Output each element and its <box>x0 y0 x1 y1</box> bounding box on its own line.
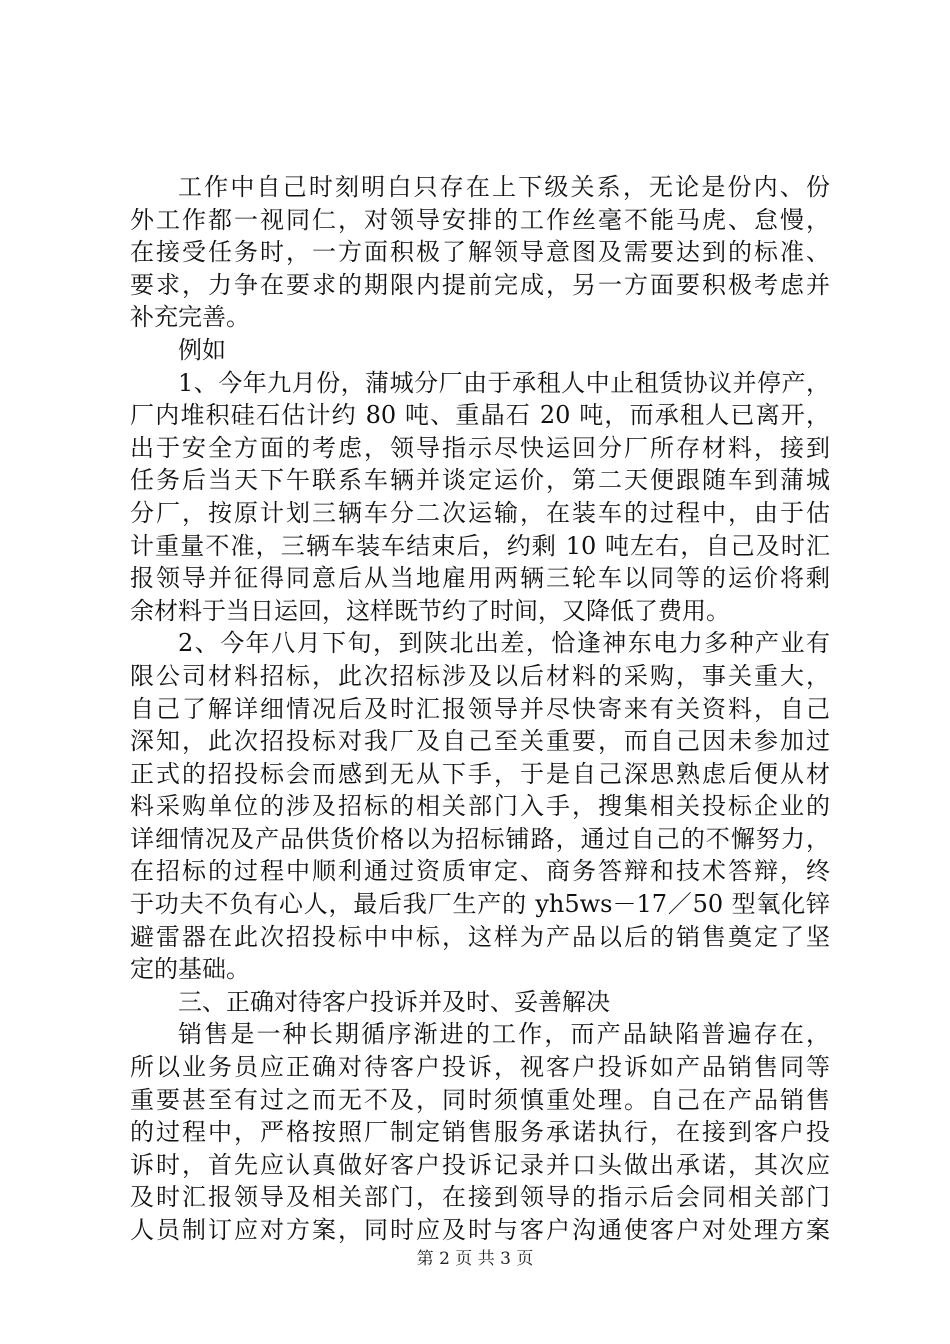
page-footer: 第 2 页 共 3 页 <box>416 1249 534 1269</box>
text-line: 工作中自己时刻明白只存在上下级关系，无论是份内、份 <box>178 173 830 201</box>
text-line: 限公司材料招标，此次招标涉及以后材料的采购，事关重大， <box>130 661 830 690</box>
text-line: 料采购单位的涉及招标的相关部门入手，搜集相关投标企业的 <box>130 792 830 821</box>
text-line: 人员制订应对方案，同时应及时与客户沟通使客户对处理方案 <box>130 1216 830 1244</box>
document-body <box>130 171 830 1247</box>
text-line: 分厂，按原计划三辆车分二次运输，在装车的过程中，由于估 <box>130 498 830 527</box>
text-line: 定的基础。 <box>130 955 250 984</box>
text-line: 计重量不准，三辆车装车结束后，约剩 10 吨左右，自己及时汇 <box>130 531 830 560</box>
text-line: 销售是一种长期循序渐进的工作，而产品缺陷普遍存在， <box>178 1020 830 1049</box>
text-line: 出于安全方面的考虑，领导指示尽快运回分厂所存材料，接到 <box>130 433 830 462</box>
text-line: 所以业务员应正确对待客户投诉，视客户投诉如产品销售同等 <box>130 1053 830 1082</box>
text-line: 在接受任务时，一方面积极了解领导意图及需要达到的标准、 <box>130 238 830 267</box>
text-line: 自己了解详细情况后及时汇报领导并尽快寄来有关资料，自己 <box>130 694 830 723</box>
text-line: 的过程中，严格按照厂制定销售服务承诺执行，在接到客户投 <box>130 1118 830 1147</box>
text-line: 外工作都一视同仁，对领导安排的工作丝毫不能马虎、怠慢， <box>130 205 830 234</box>
text-line: 及时汇报领导及相关部门，在接到领导的指示后会同相关部门 <box>130 1183 830 1212</box>
text-line: 重要甚至有过之而无不及，同时须慎重处理。自己在产品销售 <box>130 1085 830 1114</box>
text-line: 正式的招投标会而感到无从下手，于是自己深思熟虑后便从材 <box>130 759 830 788</box>
text-line: 余材料于当日运回，这样既节约了时间，又降低了费用。 <box>130 596 730 625</box>
text-line: 1、今年九月份，蒲城分厂由于承租人中止租赁协议并停产， <box>178 368 830 397</box>
text-line: 在招标的过程中顺利通过资质审定、商务答辩和技术答辩，终 <box>130 857 830 886</box>
text-line: 详细情况及产品供货价格以为招标铺路，通过自己的不懈努力， <box>130 824 830 853</box>
text-line: 三、正确对待客户投诉并及时、妥善解决 <box>178 987 610 1016</box>
text-line: 于功夫不负有心人，最后我厂生产的 yh5ws－17／50 型氧化锌 <box>130 890 830 919</box>
text-line: 诉时，首先应认真做好客户投诉记录并口头做出承诺，其次应 <box>130 1150 830 1179</box>
text-line: 报领导并征得同意后从当地雇用两辆三轮车以同等的运价将剩 <box>130 564 830 593</box>
text-line: 要求，力争在要求的期限内提前完成，另一方面要积极考虑并 <box>130 270 830 299</box>
text-line: 例如 <box>178 335 226 364</box>
text-line: 深知，此次招投标对我厂及自己至关重要，而自己因未参加过 <box>130 727 830 756</box>
text-line: 任务后当天下午联系车辆并谈定运价，第二天便跟随车到蒲城 <box>130 466 830 495</box>
text-line: 补充完善。 <box>130 303 250 332</box>
text-line: 厂内堆积硅石估计约 80 吨、重晶石 20 吨，而承租人已离开， <box>130 401 830 430</box>
text-line: 避雷器在此次招投标中中标，这样为产品以后的销售奠定了坚 <box>130 922 830 951</box>
text-line: 2、今年八月下旬，到陕北出差，恰逢神东电力多种产业有 <box>178 629 830 658</box>
